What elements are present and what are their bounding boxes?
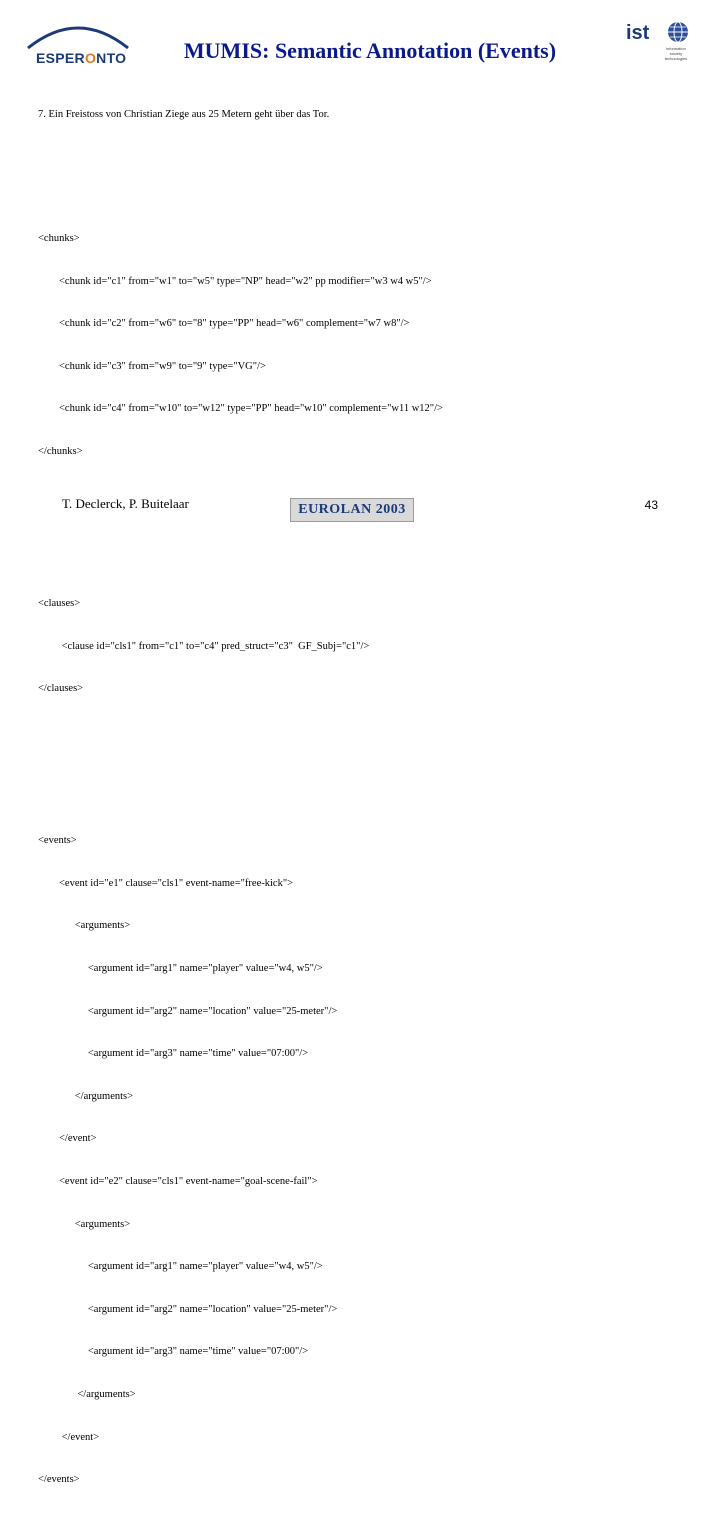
code-line: <argument id="arg2" name="location" value="25-meter"/> <box>38 1303 338 1315</box>
logo-arc-icon <box>24 14 132 54</box>
code-line: <argument id="arg1" name="player" value="w4, w5"/> <box>38 962 323 974</box>
chunks-block <box>38 204 708 488</box>
code-line: <chunk id="c2" from="w6" to="8" type="PP" head="w6" complement="w7 w8"/> <box>38 318 410 330</box>
code-line: <event id="e2" clause="cls1" event-name="goal-scene-fail"> <box>38 1175 318 1187</box>
code-line: <arguments> <box>38 920 131 932</box>
example-sentence: 7. Ein Freistoss von Christian Ziege aus 25 Metern geht über das Tor. <box>38 109 330 121</box>
footer-author: T. Declerck, P. Buitelaar <box>62 496 189 511</box>
code-line: </chunks> <box>38 445 83 457</box>
code-line: <chunk id="c1" from="w1" to="w5" type="NP" head="w2" pp modifier="w3 w4 w5"/> <box>38 275 432 287</box>
code-line: <arguments> <box>38 1218 131 1230</box>
code-line: <argument id="arg1" name="player" value="w4, w5"/> <box>38 1261 323 1273</box>
code-line: <chunk id="c3" from="w9" to="9" type="VG"/> <box>38 360 266 372</box>
code-line: </event> <box>38 1133 97 1145</box>
globe-icon <box>666 20 690 44</box>
code-line: <argument id="arg3" name="time" value="07:00"/> <box>38 1048 309 1060</box>
ist-logo <box>620 16 698 74</box>
code-line: <chunks> <box>38 233 80 245</box>
code-line: </events> <box>38 1474 80 1486</box>
eurolan-badge: EUROLAN 2003 <box>290 498 414 522</box>
code-line: <argument id="arg3" name="time" value="07:00"/> <box>38 1346 309 1358</box>
code-line: <clauses> <box>38 598 81 609</box>
code-line: </arguments> <box>38 1388 136 1400</box>
code-line: </clauses> <box>38 683 84 695</box>
code-line: <clause id="cls1" from="c1" to="c4" pred_struct="c3" GF_Subj="c1"/> <box>38 640 370 652</box>
page-title: MUMIS: Semantic Annotation (Events) <box>183 38 557 63</box>
code-line: <argument id="arg2" name="location" value="25-meter"/> <box>38 1005 338 1017</box>
code-line: </event> <box>38 1431 100 1443</box>
code-line: <event id="e1" clause="cls1" event-name="free-kick"> <box>38 877 294 889</box>
code-line: </arguments> <box>38 1090 134 1102</box>
code-line: <events> <box>38 835 77 847</box>
clauses-block <box>38 569 708 725</box>
page-number: 43 <box>644 498 658 512</box>
events-block <box>38 806 708 1516</box>
code-line: <chunk id="c4" from="w10" to="w12" type="PP" head="w10" complement="w11 w12"/> <box>38 403 443 415</box>
ist-tagline: information society technologies <box>664 46 688 61</box>
annotation-content <box>38 80 708 1530</box>
esperonto-logo <box>14 14 134 70</box>
ist-wordmark: ist <box>626 22 650 44</box>
logo-wordmark: ESPERONTO <box>36 50 127 66</box>
